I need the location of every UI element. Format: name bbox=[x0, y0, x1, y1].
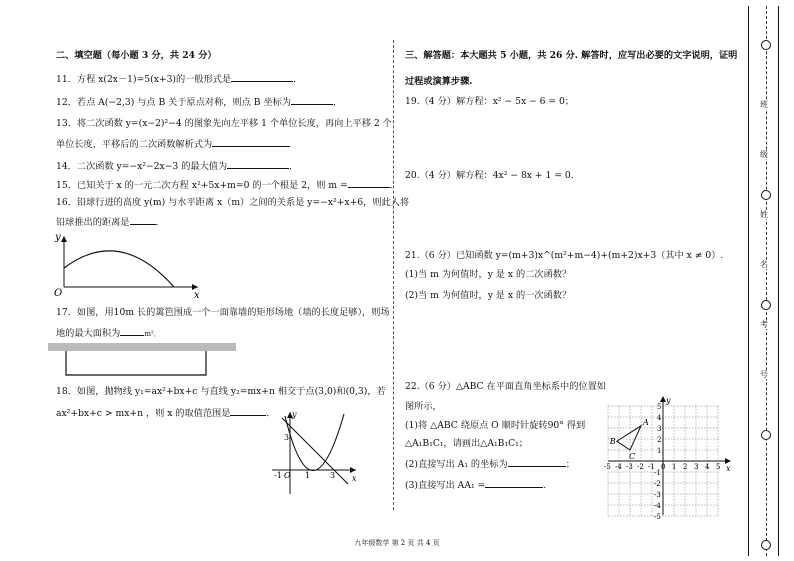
binding-label-ming: 名 bbox=[760, 260, 768, 269]
y-tick-label: 2 bbox=[657, 436, 662, 444]
answer-blank-13[interactable] bbox=[212, 137, 290, 147]
question-16-line2: 铅球推出的距离是 ． bbox=[56, 217, 165, 228]
tick-y-3: 3 bbox=[284, 433, 290, 442]
question-14: 14．二次函数 y=−x²−2x−3 的最大值为 ． bbox=[56, 161, 299, 172]
x-tick-label: -2 bbox=[637, 463, 644, 471]
page-footer: 九年级数学 第 2 页 共 4 页 bbox=[354, 539, 440, 547]
x-tick-label: 4 bbox=[705, 463, 710, 471]
binding-label-ji: 级 bbox=[760, 150, 768, 159]
answer-blank-11[interactable] bbox=[231, 72, 293, 82]
binding-label-ban: 班 bbox=[760, 100, 768, 109]
y-tick-label: -3 bbox=[654, 491, 661, 499]
column-divider bbox=[393, 40, 394, 510]
y-tick-label: 5 bbox=[657, 403, 662, 411]
line-y2 bbox=[282, 418, 348, 484]
section-3-title-line2: 过程或演算步骤. bbox=[405, 76, 473, 87]
x-tick-label: -5 bbox=[604, 463, 611, 471]
x-tick-label: 3 bbox=[694, 463, 699, 471]
question-18-line2: ax²+bx+c > mx+n ，则 x 的取值范围是 ． bbox=[56, 408, 276, 419]
x-axis-label: x bbox=[726, 464, 731, 473]
question-19: 19.（4 分）解方程：x² − 5x − 6 = 0； bbox=[405, 96, 575, 107]
y-axis-label: y bbox=[292, 410, 297, 419]
binding-line-dashed bbox=[766, 6, 767, 556]
x-tick-label: 2 bbox=[683, 463, 688, 471]
binding-label-kao: 考 bbox=[760, 320, 768, 329]
question-22-part1-line2: △A₁B₁C₁，请画出△A₁B₁C₁； bbox=[405, 438, 528, 449]
y-axis-label: y bbox=[666, 396, 671, 405]
x-tick-label: 1 bbox=[672, 463, 677, 471]
x-tick-label: 0 bbox=[661, 463, 666, 471]
y-tick-label: -4 bbox=[654, 502, 661, 510]
shotput-trajectory-figure bbox=[50, 230, 210, 300]
x-tick-label: 5 bbox=[716, 463, 721, 471]
question-21-part1: (1)当 m 为何值时，y 是 x 的二次函数？ bbox=[405, 269, 572, 280]
answer-blank-22-2[interactable] bbox=[508, 457, 566, 467]
fence bbox=[66, 351, 206, 375]
question-13-line2: 单位长度，平移后的二次函数解析式为 bbox=[56, 137, 290, 151]
answer-blank-18[interactable] bbox=[230, 406, 266, 416]
vertex-label-c: C bbox=[629, 452, 636, 461]
vertex-label-a: A bbox=[643, 417, 649, 427]
question-21-part2: (2)当 m 为何值时，y 是 x 的一次函数？ bbox=[405, 290, 572, 301]
answer-blank-12[interactable] bbox=[291, 95, 333, 105]
y-tick-label: -2 bbox=[654, 480, 661, 488]
trajectory-curve bbox=[64, 251, 174, 287]
y-tick-label: 4 bbox=[657, 414, 662, 422]
y-axis-label: y bbox=[55, 232, 61, 243]
answer-blank-17[interactable] bbox=[120, 326, 144, 336]
question-16-line1: 16．铅球行进的高度 y(m) 与水平距离 x（m）之间的关系是 y=−x²+x+6，则此人将 bbox=[56, 197, 410, 208]
origin-label: O bbox=[284, 471, 291, 480]
answer-blank-22-3[interactable] bbox=[485, 478, 543, 488]
wall bbox=[48, 343, 236, 351]
answer-blank-14[interactable] bbox=[227, 159, 289, 169]
parabola-line-figure bbox=[268, 408, 360, 498]
binding-hole bbox=[761, 300, 771, 310]
tick-x-3: 3 bbox=[330, 471, 336, 480]
binding-hole bbox=[761, 40, 771, 50]
question-21: 21.（6 分）已知函数 y=(m+3)x^(m²+m−4)+(m+2)x+3（其中 x ≠ 0）. bbox=[405, 250, 724, 261]
x-axis-label: x bbox=[194, 290, 200, 300]
question-17-line1: 17．如图，用10m 长的篱笆围成一个一面靠墙的矩形场地（墙的长度足够），则场 bbox=[56, 307, 390, 318]
question-20: 20.（4 分）解方程：4x² − 8x + 1 = 0. bbox=[405, 170, 574, 181]
y-tick-label: 1 bbox=[657, 447, 662, 455]
answer-blank-15[interactable] bbox=[348, 178, 390, 188]
question-22-line2: 图所示， bbox=[405, 401, 442, 412]
x-tick-label: -4 bbox=[615, 463, 622, 471]
tick-x-1: 1 bbox=[305, 471, 311, 480]
question-22-line1: 22.（6 分）△ABC 在平面直角坐标系中的位置如 bbox=[405, 381, 606, 392]
question-13-line1: 13．将二次函数 y=(x−2)²−4 的图象先向左平移 1 个单位长度，再向上平移 2 个 bbox=[56, 118, 392, 129]
question-12: 12．若点 A(−2,3) 与点 B 关于原点对称，则点 B 坐标为 ． bbox=[56, 97, 343, 108]
y-tick-label: -5 bbox=[654, 513, 661, 519]
section-2-title: 二、填空题（每小题 3 分，共 24 分） bbox=[56, 50, 217, 61]
parabola-y1 bbox=[285, 414, 344, 471]
question-15: 15．已知关于 x 的一元二次方程 x²+5x+m=0 的一个根是 2，则 m = ． bbox=[56, 180, 399, 191]
section-3-title-line1: 三、解答题：本大题共 5 小题，共 26 分. 解答时，应写出必要的文字说明，证明 bbox=[405, 50, 738, 61]
binding-hole bbox=[761, 430, 771, 440]
binding-line-inner bbox=[778, 6, 779, 556]
question-22-part1-line1: (1)将 △ABC 绕原点 O 顺时针旋转90° 得到 bbox=[405, 420, 586, 431]
fence-figure bbox=[48, 340, 240, 380]
binding-line-outer bbox=[748, 6, 749, 556]
question-18-line1: 18．如图，抛物线 y₁=ax²+bx+c 与直线 y₂=mx+n 相交于点(3,0)和(0,3)，若 bbox=[56, 386, 386, 397]
vertex-label-b: B bbox=[609, 437, 616, 447]
coordinate-grid-figure bbox=[602, 395, 734, 519]
triangle-abc bbox=[617, 426, 641, 450]
question-11: 11．方程 x(2x－1)=5(x+3)的一般形式是 ． bbox=[56, 74, 303, 85]
x-axis-label: x bbox=[352, 474, 357, 483]
x-tick-labels bbox=[604, 463, 720, 471]
y-tick-label: -1 bbox=[654, 469, 661, 477]
question-22-part3: (3)直接写出 AA₁ = . bbox=[405, 480, 547, 491]
y-axis-arrow bbox=[61, 236, 67, 242]
answer-blank-16[interactable] bbox=[130, 215, 156, 225]
origin-label: O bbox=[54, 288, 63, 299]
x-tick-label: -3 bbox=[626, 463, 633, 471]
question-17-line2: 地的最大面积为 m²． bbox=[56, 328, 161, 339]
question-22-part2: (2)直接写出 A₁ 的坐标为 ； bbox=[405, 459, 575, 470]
binding-hole bbox=[761, 190, 771, 200]
binding-label-hao: 号 bbox=[760, 370, 768, 379]
x-tick-label: -1 bbox=[648, 463, 655, 471]
tick-x-minus1: -1 bbox=[274, 471, 282, 480]
binding-label-xing: 姓 bbox=[760, 210, 768, 219]
y-tick-label: 3 bbox=[657, 425, 662, 433]
x-axis-arrow bbox=[350, 467, 356, 473]
